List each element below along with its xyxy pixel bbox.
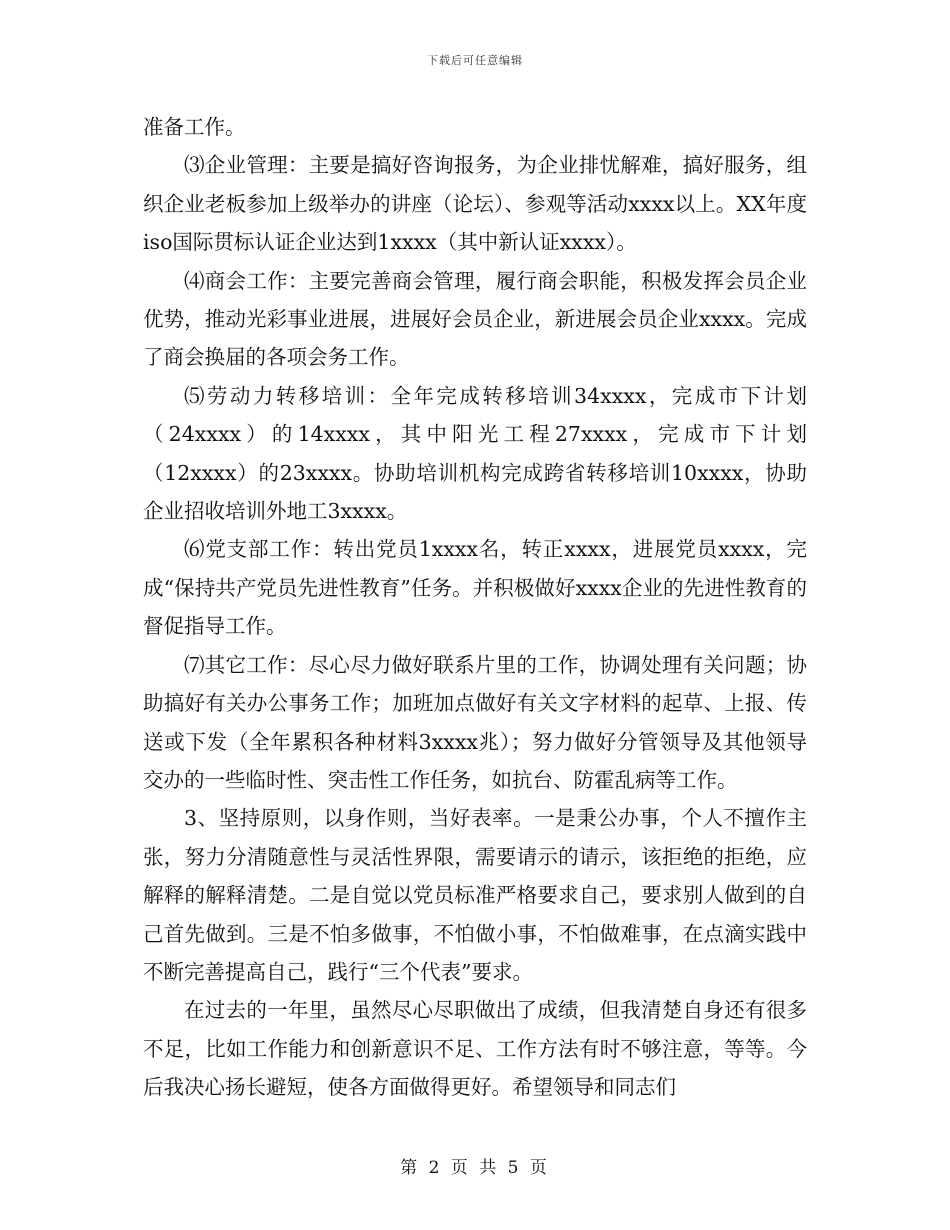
paragraph-other-work: ⑺其它工作：尽心尽力做好联系片里的工作，协调处理有关问题；协助搞好有关办公事务工作；加班加点做好有关文字材料的起草、上报、传送或下发（全年累积各种材料3xxxx兆）；努力做好分管领导及其他领导交办的一些临时性、突击性工作任务，如抗台、防霍乱病等工作。: [143, 652, 807, 792]
page-header: 下载后可任意编辑: [427, 54, 523, 67]
paragraph-principles: 3、坚持原则，以身作则，当好表率。一是秉公办事，个人不擅作主张，努力分清随意性与灵活性界限，需要请示的请示，该拒绝的拒绝，应解释的解释清楚。二是自觉以党员标准严格要求自己，要求别人做到的自己首先做到。三是不怕多做事，不怕做小事，不怕做难事，在点滴实践中不断完善提高自己，践行“三个代表”要求。: [143, 806, 807, 984]
paragraph-chamber-of-commerce: ⑷商会工作：主要完善商会管理，履行商会职能，积极发挥会员企业优势，推动光彩事业进展，进展好会员企业，新进展会员企业xxxx。完成了商会换届的各项会务工作。: [143, 268, 807, 370]
document-body: [143, 108, 807, 1107]
paragraph-party-branch: ⑹党支部工作：转出党员1xxxx名，转正xxxx，进展党员xxxx，完成“保持共产党员先进性教育”任务。并积极做好xxxx企业的先进性教育的督促指导工作。: [143, 537, 807, 639]
page-footer: 第 2 页 共 5 页: [400, 1158, 550, 1178]
paragraph-conclusion: 在过去的一年里，虽然尽心尽职做出了成绩，但我清楚自身还有很多不足，比如工作能力和创新意识不足、工作方法有时不够注意，等等。今后我决心扬长避短，使各方面做得更好。希望领导和同志们: [143, 998, 807, 1100]
paragraph-enterprise-management: ⑶企业管理：主要是搞好咨询报务，为企业排忧解难，搞好服务，组织企业老板参加上级举办的讲座（论坛）、参观等活动xxxx以上。XX年度iso国际贯标认证企业达到1xxxx（其中新认证xxxx）。: [143, 153, 807, 255]
paragraph-continuation: 准备工作。: [143, 115, 246, 139]
paragraph-labor-training: ⑸劳动力转移培训：全年完成转移培训34xxxx，完成市下计划（24xxxx）的14xxxx，其中阳光工程27xxxx，完成市下计划（12xxxx）的23xxxx。协助培训机构完成跨省转移培训10xxxx，协助企业招收培训外地工3xxxx。: [143, 383, 807, 524]
